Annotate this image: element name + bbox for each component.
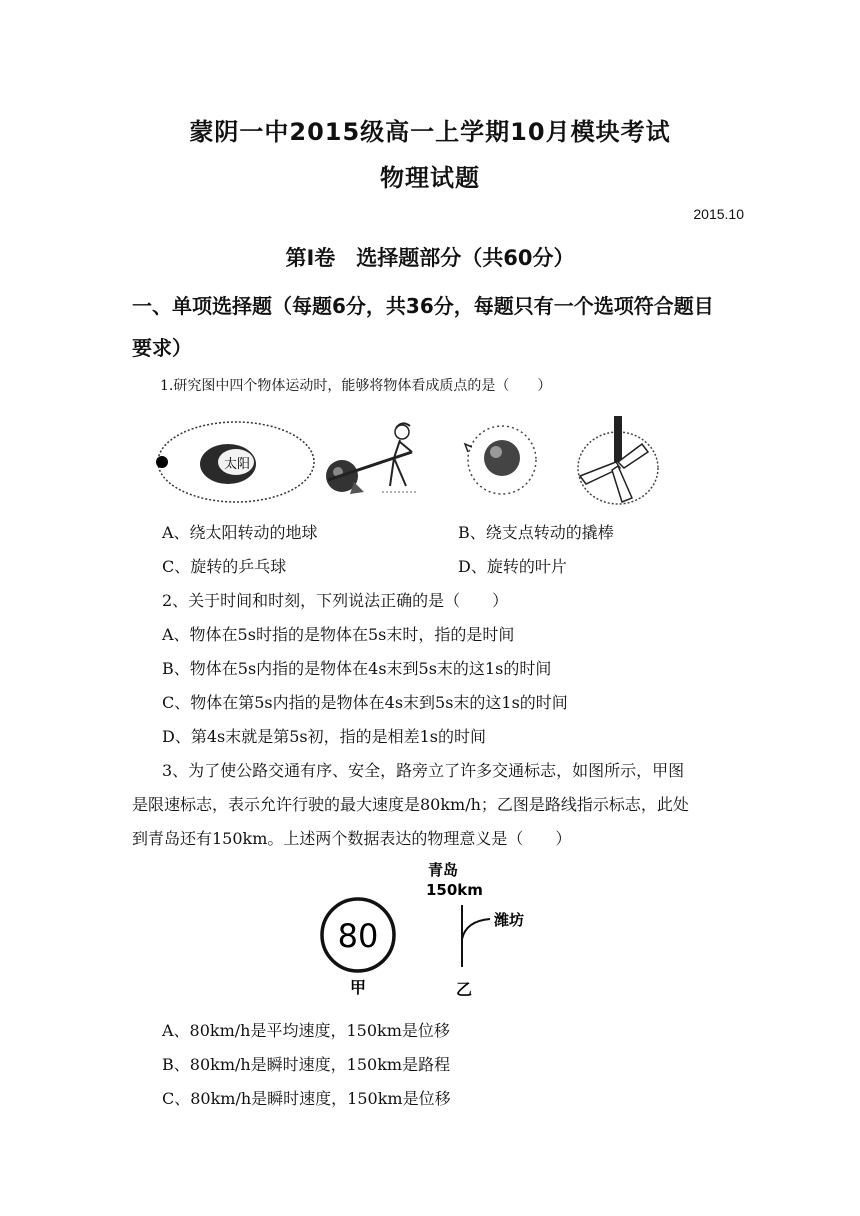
label-yi: 乙 [456,980,473,999]
question-2-option-a: A、物体在5s时指的是物体在5s末时，指的是时间 [162,625,515,644]
question-3-option-a: A、80km/h是平均速度，150km是位移 [162,1021,450,1040]
exam-date: 2015.10 [693,206,744,222]
earth-dot [156,456,168,468]
question-3-stem-line1: 3、为了使公路交通有序、安全，路旁立了许多交通标志，如图所示，甲图 [162,761,685,780]
speed-limit-value: 80 [337,917,379,955]
question-3-option-c: C、80km/h是瞬时速度，150km是位移 [162,1089,451,1108]
question-1-option-a: A、绕太阳转动的地球 [162,523,318,542]
question-2-option-c: C、物体在第5s内指的是物体在4s末到5s末的这1s的时间 [162,693,568,712]
section-heading-line1: 一、单项选择题（每题6分，共36分，每题只有一个选项符合题目 [132,294,714,318]
question-1-option-b: B、绕支点转动的撬棒 [458,523,614,542]
sun-label: 太阳 [224,457,251,472]
route-sign [426,861,524,999]
destination-city: 青岛 [428,861,459,879]
question-2-option-d: D、第4s末就是第5s初，指的是相差1s的时间 [162,727,487,746]
speed-limit-sign [322,899,394,997]
question-1-figures [150,410,670,510]
question-3-option-b: B、80km/h是瞬时速度，150km是路程 [162,1055,451,1074]
volume-title: 第I卷 选择题部分（共60分） [285,246,575,270]
question-3-stem-line2: 是限速标志，表示允许行驶的最大速度是80km/h；乙图是路线指示标志，此处 [132,795,689,814]
section-heading-line2: 要求） [132,336,192,360]
exam-subtitle: 物理试题 [380,164,480,192]
question-1-option-c: C、旋转的乒乓球 [162,557,287,576]
question-2-stem: 2、关于时间和时刻，下列说法正确的是（ ） [162,591,509,610]
question-3-figure [310,855,550,1005]
label-jia: 甲 [349,978,367,997]
ping-pong-figure [465,426,536,494]
rotating-blade-figure [578,416,658,504]
destination-distance: 150km [426,881,483,899]
question-3-stem-line3: 到青岛还有150km。上述两个数据表达的物理意义是（ ） [132,829,572,848]
question-1-stem: 1.研究图中四个物体运动时，能够将物体看成质点的是（ ） [160,378,552,394]
earth-orbit-figure [156,422,314,502]
question-2-option-b: B、物体在5s内指的是物体在4s末到5s末的这1s的时间 [162,659,552,678]
crowbar-figure [326,423,418,494]
exam-title: 蒙阴一中2015级高一上学期10月模块考试 [189,118,671,146]
branch-city: 潍坊 [494,911,525,929]
question-1-option-d: D、旋转的叶片 [458,557,567,576]
